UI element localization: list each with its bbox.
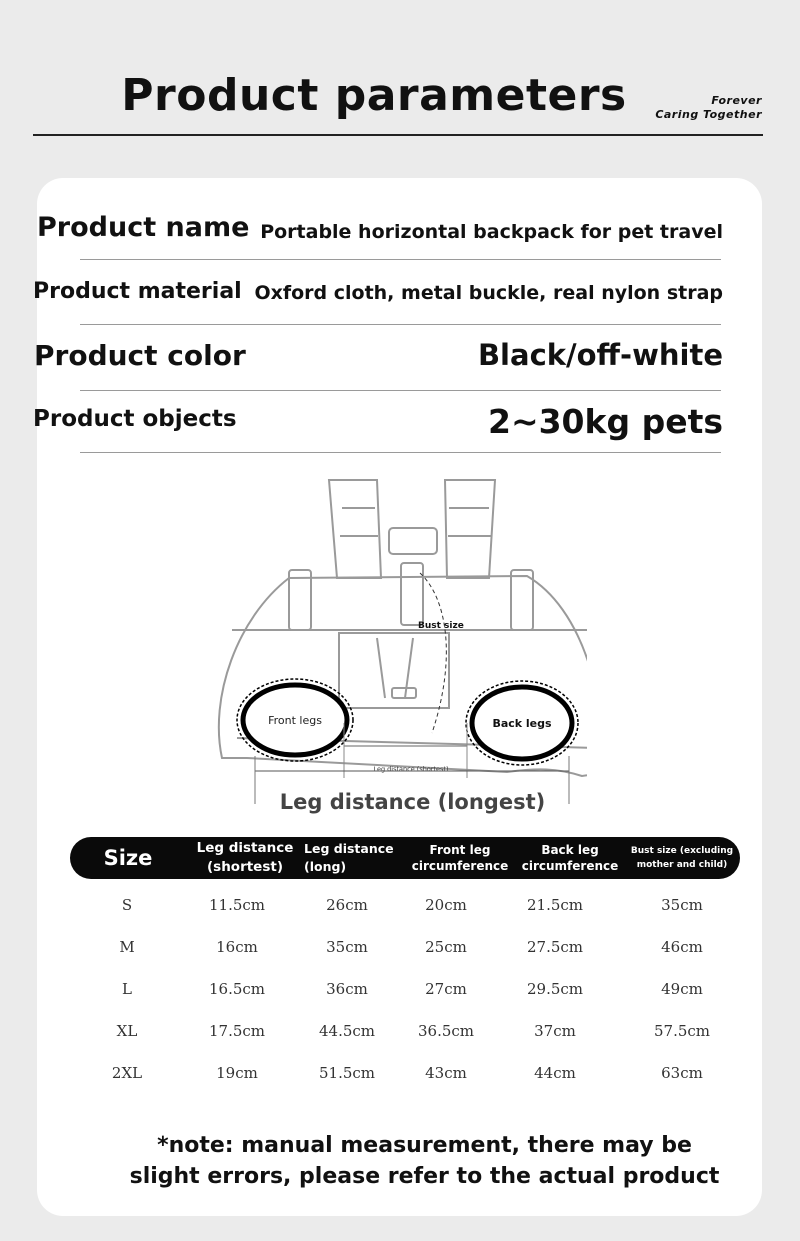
leg-distance-shortest-label: Leg distance (shortest) <box>373 765 449 773</box>
header-line: mother and child) <box>636 860 728 870</box>
spec-value: Black/off-white <box>477 338 723 372</box>
front-cell: 27cm <box>425 980 467 998</box>
front-pocket <box>339 633 449 708</box>
header-line: Bust size (excluding <box>630 846 734 856</box>
bust-cell: 35cm <box>661 896 703 914</box>
size-cell: M <box>119 938 135 956</box>
brand-tagline <box>655 94 762 122</box>
header-line: (long) <box>304 859 347 874</box>
spec-divider <box>80 452 721 453</box>
spec-label: Product material <box>33 279 242 304</box>
leg-distance-long-header <box>304 837 404 879</box>
table-row <box>37 938 762 968</box>
long-cell: 35cm <box>326 938 368 956</box>
spec-value: Portable horizontal backpack for pet travel <box>260 221 723 243</box>
front-legs-marker <box>237 679 353 761</box>
front-cell: 36.5cm <box>417 1022 475 1040</box>
table-row <box>37 1064 762 1094</box>
spec-divider <box>80 324 721 325</box>
back-leg-circumference-header <box>516 837 624 879</box>
bust-size-label: Bust size <box>418 621 464 631</box>
shortest-cell: 11.5cm <box>208 896 266 914</box>
spec-value: Oxford cloth, metal buckle, real nylon strap <box>254 282 723 304</box>
front-legs-label: Front legs <box>268 714 322 727</box>
back-cell: 44cm <box>534 1064 576 1082</box>
size-cell: S <box>121 896 133 914</box>
bust-size-header <box>624 837 740 879</box>
note-line-2: slight errors, please refer to the actual product <box>129 1164 720 1189</box>
back-cell: 27.5cm <box>526 938 584 956</box>
spec-value: 2~30kg pets <box>487 402 723 441</box>
tagline-line-1: Forever <box>711 94 762 107</box>
front-cell: 25cm <box>425 938 467 956</box>
bust-cell: 49cm <box>661 980 703 998</box>
bust-cell: 63cm <box>661 1064 703 1082</box>
front-leg-circumference-header <box>404 837 516 879</box>
bust-cell: 46cm <box>661 938 703 956</box>
leg-distance-longest-caption: Leg distance (longest) <box>279 790 546 814</box>
long-cell: 51.5cm <box>318 1064 376 1082</box>
header-line: Leg distance <box>304 841 394 856</box>
front-cell: 20cm <box>425 896 467 914</box>
spec-label: Product name <box>37 212 250 243</box>
back-cell: 21.5cm <box>526 896 584 914</box>
back-cell: 29.5cm <box>526 980 584 998</box>
spec-label: Product color <box>34 339 246 372</box>
spec-divider <box>80 390 721 391</box>
shortest-cell: 16.5cm <box>208 980 266 998</box>
long-cell: 36cm <box>326 980 368 998</box>
shortest-cell: 16cm <box>216 938 258 956</box>
table-row <box>37 1022 762 1052</box>
size-table-header <box>70 837 740 879</box>
bust-cell: 57.5cm <box>653 1022 711 1040</box>
left-strap <box>329 480 381 578</box>
measurement-note <box>37 1130 800 1192</box>
size-cell: L <box>122 980 132 998</box>
size-cell: XL <box>116 1022 138 1040</box>
long-cell: 44.5cm <box>318 1022 376 1040</box>
size-cell: 2XL <box>111 1064 143 1082</box>
header-line: Front leg <box>429 843 491 857</box>
header-line: Back leg <box>541 843 599 857</box>
header-line: (shortest) <box>206 859 284 875</box>
shortest-cell: 17.5cm <box>208 1022 266 1040</box>
right-strap <box>445 480 495 578</box>
header-line: circumference <box>411 859 509 873</box>
table-row <box>37 896 762 926</box>
page-title: Product parameters <box>121 70 627 121</box>
size-column-header: Size <box>103 846 153 870</box>
header-line: Leg distance <box>196 840 294 856</box>
note-line-1: *note: manual measurement, there may be <box>157 1133 692 1158</box>
leg-distance-shortest-header <box>186 837 304 879</box>
tagline-line-2: Caring Together <box>655 108 762 121</box>
title-divider <box>33 134 763 136</box>
back-legs-label: Back legs <box>492 717 552 730</box>
front-cell: 43cm <box>425 1064 467 1082</box>
back-cell: 37cm <box>534 1022 576 1040</box>
parameters-card <box>33 178 762 1216</box>
shortest-cell: 19cm <box>216 1064 258 1082</box>
back-legs-marker <box>466 681 578 765</box>
spec-divider <box>80 259 721 260</box>
backpack-measurement-diagram <box>187 474 587 804</box>
long-cell: 26cm <box>326 896 368 914</box>
spec-label: Product objects <box>33 406 237 432</box>
table-row <box>37 980 762 1010</box>
header-line: circumference <box>521 859 619 873</box>
